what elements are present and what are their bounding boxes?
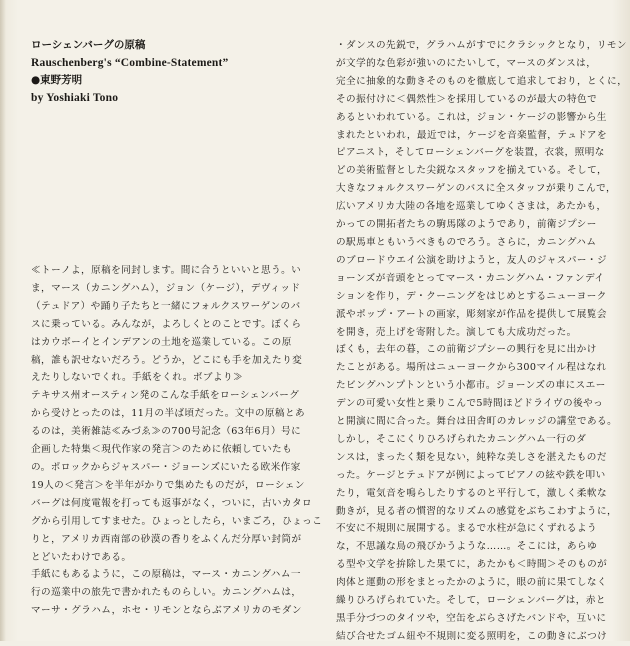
text-line: 肉体と運動の形をまとったかのように，眼の前に果てしなく: [336, 577, 607, 589]
text-line: 結び合せたゴム紐や不規則に変る照明を，この動きにぶつけ: [336, 630, 608, 642]
text-line: 行の巡業中の旅先で書かれたものらしい。カニングハムは，: [31, 587, 302, 599]
text-line: の駅馬車ともいうべきものでろう。さらに，カニングハム: [336, 236, 597, 248]
text-line: るのは，美術雑誌≪みづゑ≫の700号記念（63年6月）号に: [31, 426, 302, 438]
text-line: その振付けに＜偶然性＞を採用しているのが最大の特色で: [336, 93, 598, 105]
text-line: ≪トーノよ，原稿を同封します。間に合うといいと思う。い: [31, 265, 302, 276]
text-line: 黒手分づつのタイツや，空缶をぶらさげたバンドや，互いに: [336, 613, 607, 624]
text-line: あるといわれている。これは，ジョン・ケージの影響から生: [336, 111, 607, 123]
text-line: 派やポップ・アートの画家，彫刻家が作品を提供して展覧会: [336, 308, 607, 320]
text-line: った。ケージとテュドアが例によってピアノの絃や鉄を叩い: [336, 469, 606, 481]
article-title-japanese: ローシェンバーグの原稿: [31, 39, 146, 51]
author-japanese: ●東野芳明: [31, 74, 83, 86]
text-line: スに乗っている。みんなが，よろしくとのことです。ぼくら: [31, 318, 302, 330]
text-line: 稿，誰も訳せないだろう。どうか，どこにも手を加えたり変: [31, 354, 303, 366]
text-line: 繰りひろげられていた。そして，ローシェンバーグは，赤と: [336, 595, 606, 607]
text-line: のブロードウエイ公演を助けようと，友人のジャスパー・ジ: [336, 254, 607, 266]
text-line: かっての開拓者たちの駒馬隊のようであり，前衛ジプシー: [336, 219, 597, 231]
text-line: デンの可愛い女性と乗りこんで5時間ほどドライヴの後やっ: [336, 398, 604, 410]
text-line: ピアニスト，そしてローシェンバーグを装置，衣裳，照明な: [336, 147, 605, 159]
text-line: たことがある。場所はニューヨークから300マイル程はなれ: [336, 362, 607, 374]
text-line: の。ポロックからジャスパー・ジョーンズにいたる欧米作家: [31, 461, 301, 473]
text-line: 企画した特集＜現代作家の発言＞のために依頼していたも: [31, 444, 293, 456]
text-line: ぼくも，去年の暮，この前衛ジプシーの興行を見に出かけ: [336, 344, 597, 356]
text-line: どの美術監督とした尖鋭なスタッフを揃えている。そして，: [336, 165, 607, 177]
text-line: と開演に間に合った。舞台は田舎町のカレッジの講堂である。: [336, 416, 618, 428]
text-line: ンスは，まったく類を見ない，純粋な美しさを湛えたものだ: [336, 451, 607, 463]
text-line: しかし，そこにくりひろげられたカニングハム一行のダ: [336, 433, 587, 445]
text-line: な，不思議な鳥の飛びかうような……。そこには，あらゆ: [336, 541, 598, 553]
text-line: が文学的な色彩が強いのにたいして，マースのダンスは，: [336, 57, 597, 69]
text-line: 広いアメリカ大陸の各地を巡業してゆくさまは，あたかも，: [336, 201, 607, 213]
article-title-english: Rauschenberg's “Combine-Statement”: [31, 56, 229, 69]
text-line: 完全に抽象的な動きそのものを徹底して追求しており，とくに，: [336, 75, 628, 87]
left-text-column: [31, 262, 323, 620]
text-line: （テュドア）や踊り子たちと一緒にフォルクスワーゲンのバ: [31, 300, 301, 312]
text-line: を開き，売上げを寄附した。演しても大成功だった。: [336, 326, 577, 338]
text-line: 手紙にもあるように，この原稿は，マース・カニングハム一: [31, 569, 301, 581]
text-line: たり，電気音を鳴らしたりするのと平行して，激しく柔軟な: [336, 487, 607, 499]
text-line: まれたといわれ，最近では，ケージを音楽監督，テュドアを: [336, 129, 607, 141]
text-line: る型や文学を拚除した果てに，あたかも＜時間＞そのものが: [336, 559, 608, 571]
text-line: バーグは何度電報を打っても返事がなく，ついに，古いカタロ: [31, 497, 313, 509]
text-line: 不安に不規則に展開する。まるで水柱が急にくずれるよう: [336, 523, 598, 535]
author-english: by Yoshiaki Tono: [31, 91, 119, 104]
text-line: たビングハンプトンという小都市。ジョーンズの車にスエー: [336, 380, 606, 392]
text-line: りと，アメリカ西南部の砂漠の香りをふくんだ分厚い封筒が: [31, 533, 302, 545]
text-line: テキサス州オースティン発のこんな手紙をローシェンバーグ: [31, 390, 300, 402]
text-line: 大きなフォルクスワーゲンのバスに全スタッフが乗りこんで，: [336, 183, 617, 195]
text-line: はカウボーイとインデアンの土地を巡業している。この原: [31, 336, 292, 348]
text-line: から受けとったのは，11月の半ば頃だった。文中の原稿とあ: [31, 408, 306, 420]
article-header: [31, 37, 321, 107]
text-line: 19人の＜発言＞を半年がかりで集めたものだが，ローシェン: [31, 479, 305, 491]
text-line: えたりしないでくれ。手紙をくれ。ボブより≫: [31, 372, 244, 384]
page-spine-shadow: [0, 0, 6, 641]
text-line: ョーンズが音頭をとってマース・カニングハム・ファンデイ: [336, 272, 605, 284]
text-line: ションを作り，デ・クーニングをはじめとするニューヨーク: [336, 290, 607, 302]
right-text-column: [336, 37, 628, 646]
text-line: 動きが，見る者の慣習的なリズムの感覚をぶちこわすように，: [336, 505, 618, 517]
text-line: ま，マース（カニングハム），ジョン（ケージ），デヴィッド: [31, 282, 301, 294]
text-line: マーサ・グラハム，ホセ・リモンとならぶアメリカのモダン: [31, 605, 302, 617]
text-line: ・ダンスの先鋭で，グラハムがすでにクラシックとなり，リモン: [336, 40, 627, 51]
text-line: グから引用してすませた。ひょっとしたら，いまごろ，ひょっこ: [31, 515, 323, 527]
text-line: とどいたわけである。: [31, 551, 132, 563]
